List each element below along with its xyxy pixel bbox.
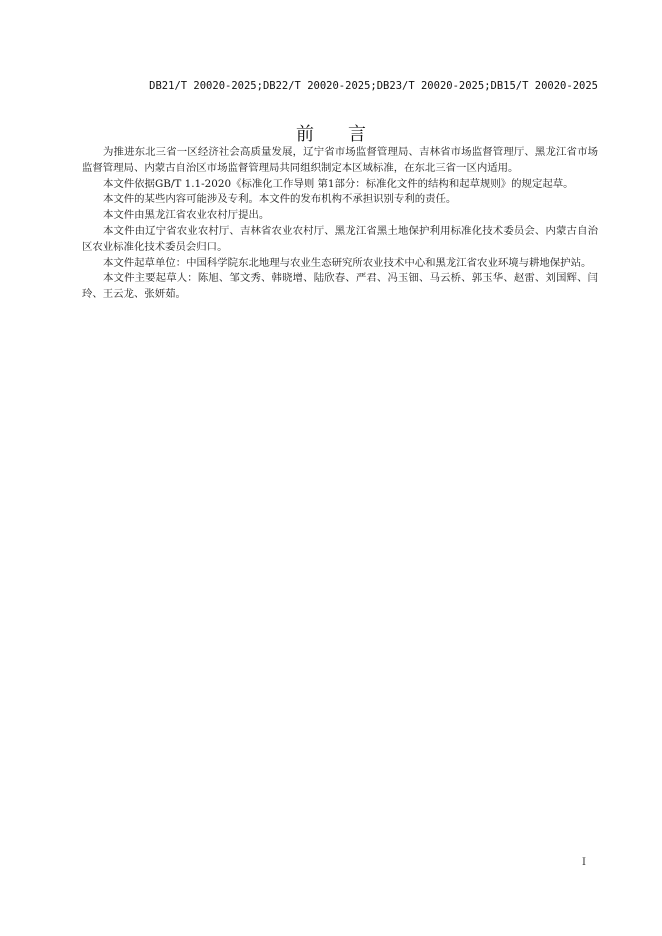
foreword-body [82, 145, 598, 303]
paragraph-administrator: 本文件由辽宁省农业农村厅、吉林省农业农村厅、黑龙江省黑土地保护利用标准化技术委员会、内蒙古自治区农业标准化技术委员会归口。 [82, 224, 598, 253]
paragraph-drafting-units: 本文件起草单位：中国科学院东北地理与农业生态研究所农业技术中心和黑龙江省农业环境与耕地保护站。 [103, 256, 592, 269]
paragraph-proposer: 本文件由黑龙江省农业农村厅提出。 [103, 209, 270, 222]
paragraph-purpose: 为推进东北三省一区经济社会高质量发展，辽宁省市场监督管理局、吉林省市场监督管理厅、黑龙江省市场监督管理局、内蒙古自治区市场监督管理局共同组织制定本区域标准，在东北三省一区内适用。 [82, 146, 598, 174]
page-number: I [582, 857, 586, 868]
paragraph-patent-notice: 本文件的某些内容可能涉及专利。本文件的发布机构不承担识别专利的责任。 [103, 193, 457, 206]
standard-code-header: DB21/T 20020-2025;DB22/T 20020-2025;DB23/T 20020-2025;DB15/T 20020-2025 [149, 80, 598, 92]
page-title: 前言 [296, 124, 400, 146]
paragraph-drafters: 本文件主要起草人：陈旭、邹文秀、韩晓增、陆欣春、严君、冯玉钿、马云桥、郭玉华、赵雷、刘国辉、闫玲、王云龙、张妍茹。 [82, 272, 598, 301]
paragraph-drafting-basis: 本文件依据GB/T 1.1-2020《标准化工作导则 第1部分：标准化文件的结构和起草规则》的规定起草。 [103, 177, 574, 190]
